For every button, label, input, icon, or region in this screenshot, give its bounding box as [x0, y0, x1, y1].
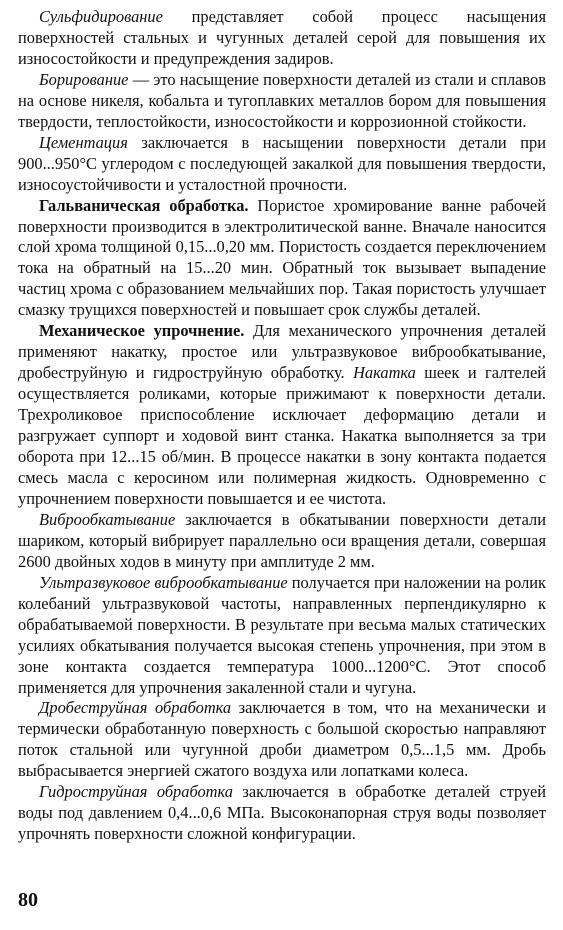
term-vibro-rolling: Виброобкатывание: [39, 509, 176, 529]
paragraph-sulfidizing: [18, 7, 546, 70]
paragraph-text: заключается в насыщении поверхности детали при 900...950°С углеродом с последующей закалкой для повышения твердости, износоустойчивости и усталостной прочности.: [18, 132, 546, 194]
heading-mechanical-hardening: Механическое упрочнение.: [39, 321, 245, 341]
paragraph-galvanic-treatment: [18, 196, 546, 322]
body-text: [18, 7, 546, 845]
paragraph-text: представляет собой процесс насыщения поверхностей стальных и чугунных деталей серой для повышения их износостойкости и предупреждения задиров.: [18, 7, 546, 68]
paragraph-text: Для механического упрочнения деталей применяют накатку, простое или ультразвуковое виброобкатывание, дробеструйную и гидроструйную обработку.: [18, 321, 546, 383]
paragraph-boriding: [18, 70, 546, 133]
term-knurling: Накатка: [353, 363, 416, 383]
term-shot-blasting: Дробеструйная обработка: [39, 698, 232, 718]
paragraph-vibro-rolling: [18, 510, 546, 573]
term-water-jet-treatment: Гидроструйная обработка: [39, 782, 233, 802]
paragraph-text: получается при наложении на ролик колебаний ультразвуковой частоты, направленных перпендикулярно к обрабатываемой поверхности. В результате при весьма малых статических усилиях обкатывания получается высокая степень упрочнения, при этом в зоне контакта создается температура 1000...1200°С. Этот способ применяется для упрочнения закаленной стали и чугуна.: [18, 572, 546, 697]
paragraph-mechanical-hardening: [18, 321, 546, 510]
paragraph-carburizing: [18, 133, 546, 196]
term-sulfidizing: Сульфидирование: [39, 7, 163, 26]
paragraph-ultrasonic-vibro-rolling: [18, 573, 546, 699]
heading-galvanic-treatment: Гальваническая обработка.: [39, 195, 249, 215]
term-carburizing: Цементация: [39, 132, 128, 152]
page-number: 80: [18, 889, 38, 911]
paragraph-text: заключается в том, что на механически и термически обработанную поверхность с большой скоростью направляют поток стальной или чугунной дроби диаметром 0,5...1,5 мм. Дробь выбрасывается энергией сжатого воздуха или лопатками колеса.: [18, 698, 546, 781]
paragraph-text: заключается в обработке деталей струей воды под давлением 0,4...0,6 МПа. Высоконапорная струя воды позволяет упрочнять поверхности сложной конфигурации.: [18, 782, 546, 844]
paragraph-text: Пористое хромирование ванне рабочей поверхности производится в электролитической ванне. Вначале наносится слой хрома толщиной 0,15...0,20 мм. Пористость создается переключением тока на обратный на 15...20 мин. Обратный ток вызывает выпадение частиц хрома с образованием мельчайших пор. Такая пористость улучшает смазку трущихся поверхностей и повышает срок службы деталей.: [18, 195, 546, 320]
term-boriding: Борирование: [39, 69, 129, 89]
paragraph-shot-blasting: [18, 698, 546, 782]
paragraph-text: заключается в обкатывании поверхности детали шариком, который вибрирует параллельно оси вращения детали, совершая 2600 двойных ходов в минуту при амплитуде 2 мм.: [18, 509, 546, 571]
paragraph-text: — это насыщение поверхности деталей из стали и сплавов на основе никеля, кобальта и тугоплавких металлов бором для повышения твердости, теплостойкости, износостойкости и коррозионной стойкости.: [18, 69, 546, 131]
paragraph-text: шеек и галтелей осуществляется роликами, которые прижимают к поверхности детали. Трехроликовое приспособление исключает деформацию детали и разгружает суппорт и ходовой винт станка. Накатка выполняется за три оборота при 12...15 об/мин. В процессе накатки в зону контакта подается смесь масла с керосином или полимерная жидкость. Одновременно с упрочнением поверхности повышается и ее чистота.: [18, 363, 547, 508]
paragraph-water-jet-treatment: [18, 782, 546, 845]
term-ultrasonic-vibro-rolling: Ультразвуковое виброобкатывание: [39, 572, 288, 592]
